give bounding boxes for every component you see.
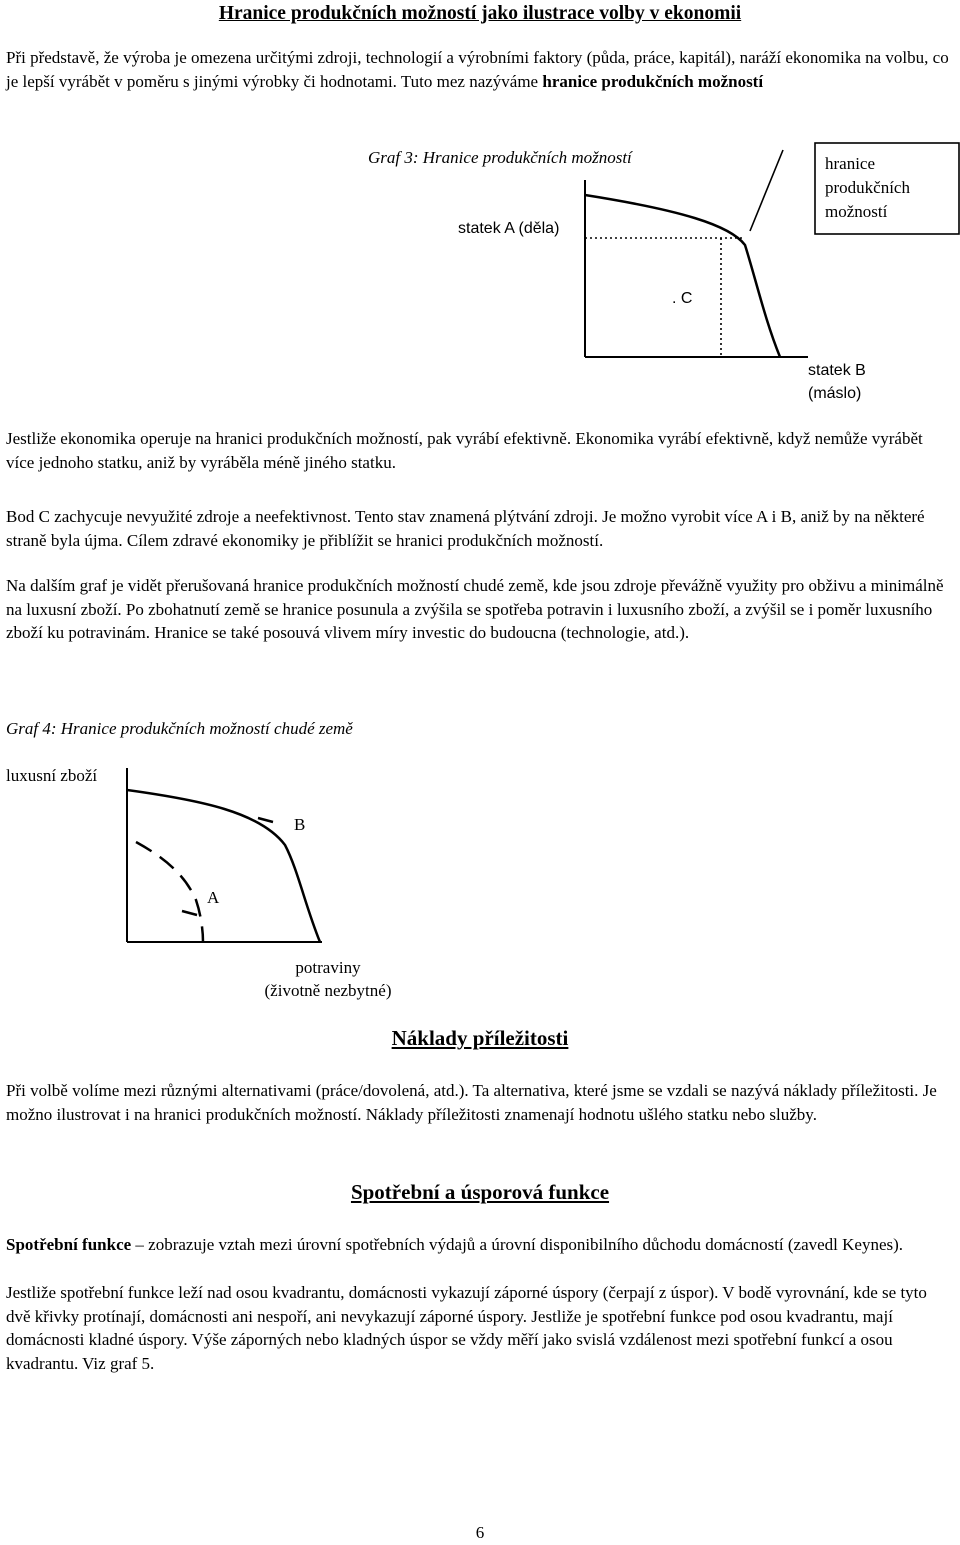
graph4-point-a-mark [182,911,197,915]
graph3-frontier-curve [585,195,780,357]
paragraph-consumption-explanation: Jestliže spotřební funkce leží nad osou kvadrantu, domácnosti vykazují záporné úspory (čerpají z úspor). V bodě vyrovnání, kde se tyto dvě křivky protínají, domácnosti ani nespoří, ani nevykazují záporné úspory. Jestliže je spotřební funkce pod osou kvadrantu, mají domácnosti kladné úspory. Výše záporných nebo kladných úspor se vždy měří jako svislá vzdálenost mezi spotřební funkcí a osou kvadrantu. Viz graf 5. [6,1283,927,1373]
graph4-caption: Graf 4: Hranice produkčních možností chudé země [6,719,353,738]
graph3-diagram [585,143,959,357]
graph4-point-b-mark [258,818,273,822]
intro-text: Při představě, že výroba je omezena určitými zdroji, technologií a výrobními faktory (půda, práce, kapitál), naráží ekonomika na volbu, co je lepší vyrábět v poměru s jinými výrobky či hodnotami. Tuto mez nazýváme [6,48,949,91]
heading-consumption-function: Spotřební a úsporová funkce [350,1180,610,1204]
graph4-x-label [248,956,408,1002]
page-title: Hranice produkčních možností jako ilustrace volby v ekonomii [218,3,742,24]
paragraph-efficiency: Jestliže ekonomika operuje na hranici produkčních možností, pak vyrábí efektivně. Ekonomika vyrábí efektivně, když nemůže vyrábět více jednoho statku, aniž by vyráběla méně jiného statku. [6,429,923,472]
graph3-legend-box [815,143,959,234]
paragraph-point-c: Bod C zachycuje nevyužité zdroje a neefektivnost. Tento stav znamená plýtvání zdroji. Je možno vyrobit více A i B, aniž by na některé straně byla újma. Cílem zdravé ekonomiky je přiblížit se hranici produkčních možností. [6,507,925,550]
graph4-x-label-line-1: potraviny [295,958,361,977]
paragraph-consumption-definition [6,1233,954,1257]
graph3-box-line-1: hranice [825,154,876,173]
graph4-x-label-line-2: (životně nezbytné) [264,981,392,1000]
graph3-caption: Graf 3: Hranice produkčních možností [368,148,632,167]
graph4-label-b: B [294,815,306,834]
definition-text: – zobrazuje vztah mezi úrovní spotřebních výdajů a úrovní disponibilního důchodu domácností (zavedl Keynes). [131,1235,904,1254]
graph3-y-label: statek A (děla) [458,220,560,237]
paragraph-shift: Na dalším graf je vidět přerušovaná hranice produkčních možností chudé země, kde jsou zdroje převážně využity pro obživu a minimálně na luxusní zboží. Po zbohatnutí země se hranice posunula a zvýšila se spotřeba potravin i luxusního zboží, a zvýšil se i poměr luxusního zboží ku potravinám. Hranice se také posouvá vlivem míry investic do budoucna (technologie, atd.). [6,576,944,642]
graph4-y-label: luxusní zboží [6,766,98,785]
graph4-label-a: A [207,888,220,907]
intro-bold-term: hranice produkčních možností [542,71,764,91]
graph3-x-label-line-2: (máslo) [808,385,862,402]
graph3-box-line-3: možností [825,202,888,221]
graph4-diagram [127,768,322,942]
graph3-point-c-label: . C [672,290,693,307]
graph4-poor-frontier-dashed [136,842,203,942]
term-consumption-function: Spotřební funkce [6,1235,132,1254]
graph4-rich-frontier [127,790,320,942]
graph3-x-label-line-1: statek B [808,362,866,379]
paragraph-opportunity-cost: Při volbě volíme mezi různými alternativami (práce/dovolená, atd.). Ta alternativa, které jsme se vzdali se nazývá náklady příležitosti. Je možno ilustrovat i na hranici produkčních možností. Náklady příležitosti znamenají hodnotu ušlého statku nebo služby. [6,1081,937,1124]
page-number: 6 [475,1523,485,1542]
graph3-pointer-line [750,150,783,231]
heading-opportunity-cost: Náklady příležitosti [391,1026,569,1050]
graph3-box-line-2: produkčních [825,178,910,197]
